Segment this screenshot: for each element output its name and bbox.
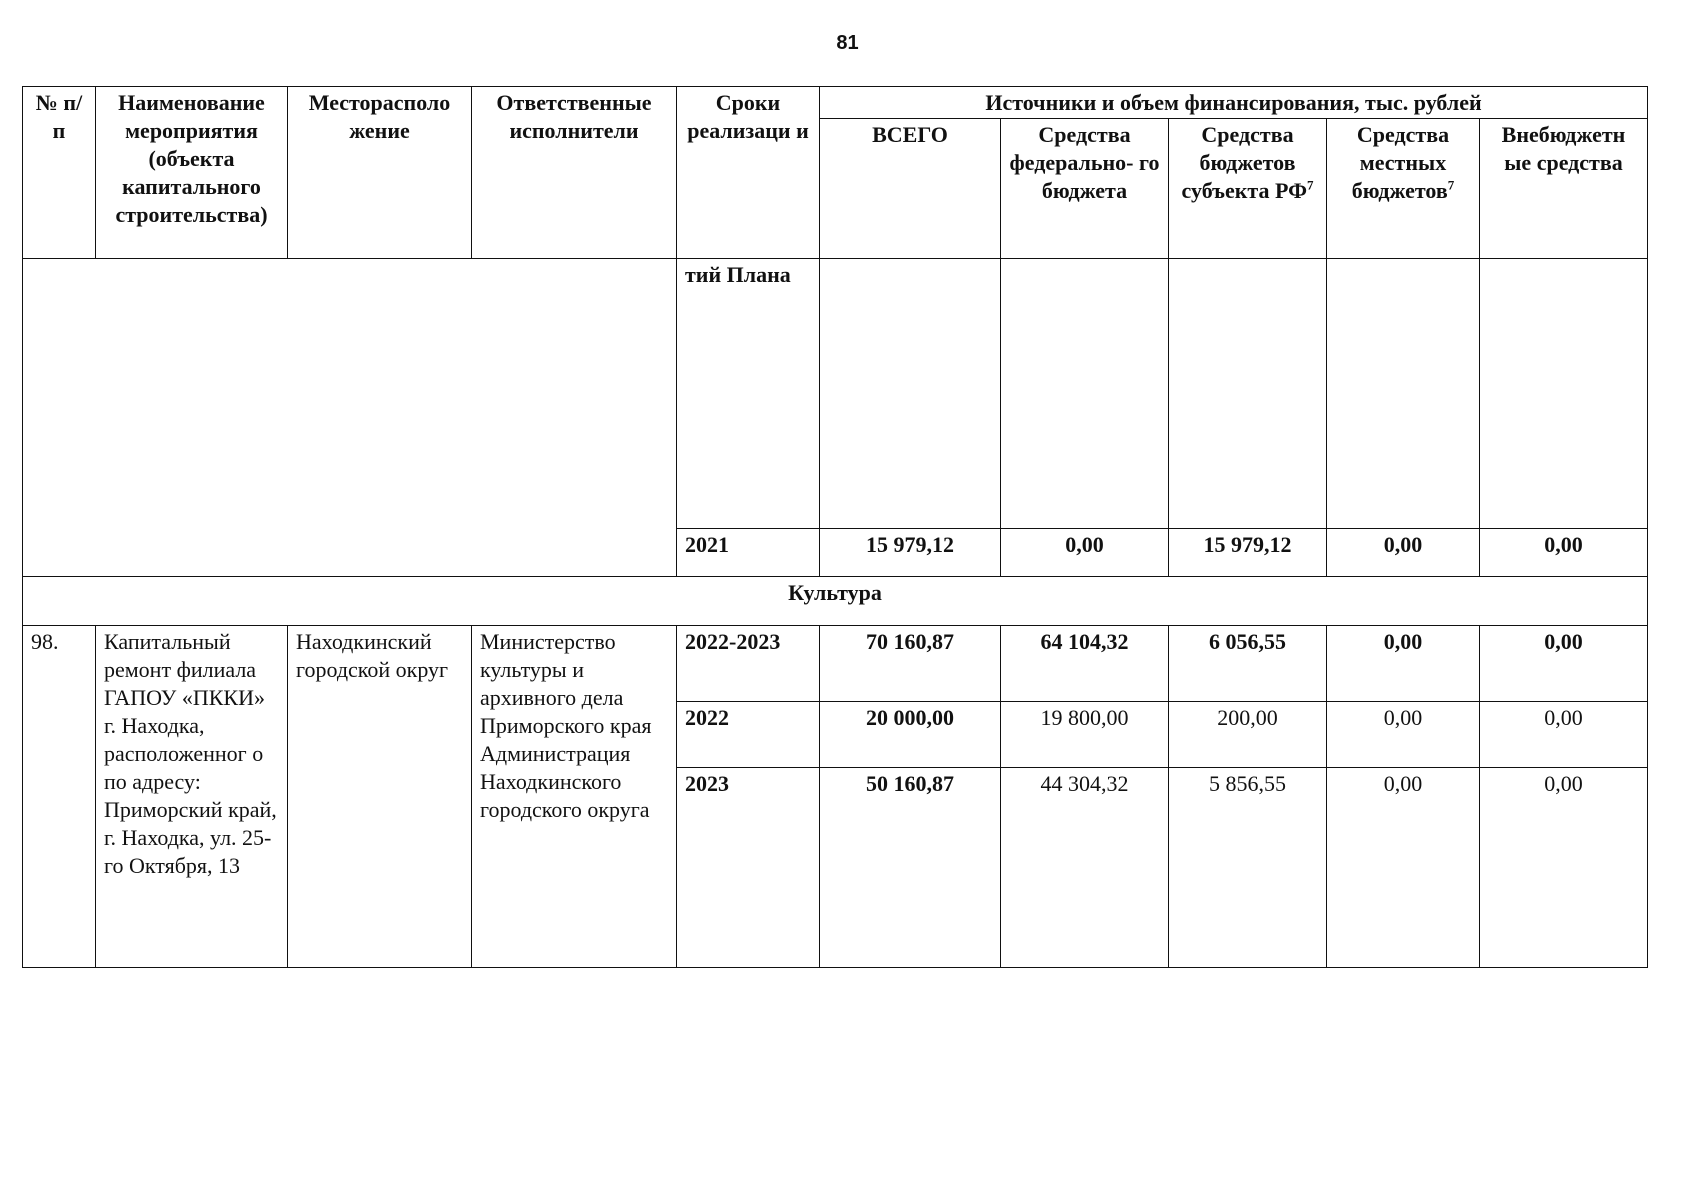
item-total: 20 000,00 [820, 702, 1001, 768]
row-2021-federal: 0,00 [1001, 529, 1169, 577]
item-num: 98. [23, 626, 96, 968]
row-2021-local: 0,00 [1327, 529, 1480, 577]
header-funding-group: Источники и объем финансирования, тыс. рублей [820, 87, 1648, 119]
header-subject [1169, 119, 1327, 259]
continuation-left-blank [23, 259, 677, 577]
header-extra: Внебюджетн ые средства [1480, 119, 1648, 259]
item-total: 50 160,87 [820, 768, 1001, 968]
row-2021-total: 15 979,12 [820, 529, 1001, 577]
item-period: 2022 [677, 702, 820, 768]
header-local [1327, 119, 1480, 259]
item-federal: 44 304,32 [1001, 768, 1169, 968]
item-location: Находкинский городской округ [288, 626, 472, 968]
item-extra: 0,00 [1480, 702, 1648, 768]
item-period: 2022-2023 [677, 626, 820, 702]
header-subject-footnote: 7 [1306, 177, 1314, 193]
continuation-local-blank [1327, 259, 1480, 529]
header-total: ВСЕГО [820, 119, 1001, 259]
continuation-extra-blank [1480, 259, 1648, 529]
continuation-federal-blank [1001, 259, 1169, 529]
item-local: 0,00 [1327, 702, 1480, 768]
item-responsible: Министерство культуры и архивного дела Приморского края Администрация Находкинского городского округа [472, 626, 677, 968]
item-period: 2023 [677, 768, 820, 968]
item-subject: 5 856,55 [1169, 768, 1327, 968]
row-2021-year: 2021 [677, 529, 820, 577]
row-2021-extra: 0,00 [1480, 529, 1648, 577]
item-total: 70 160,87 [820, 626, 1001, 702]
item-local: 0,00 [1327, 768, 1480, 968]
header-responsible: Ответственные исполнители [472, 87, 677, 259]
funding-table [22, 86, 1648, 968]
item-name: Капитальный ремонт филиала ГАПОУ «ПККИ» г. Находка, расположенног о по адресу: Приморский край, г. Находка, ул. 25-го Октября, 13 [96, 626, 288, 968]
header-federal: Средства федерально- го бюджета [1001, 119, 1169, 259]
item-extra: 0,00 [1480, 626, 1648, 702]
header-num: № п/п [23, 87, 96, 259]
section-row [23, 577, 1648, 626]
row-2021-subject: 15 979,12 [1169, 529, 1327, 577]
item-federal: 64 104,32 [1001, 626, 1169, 702]
header-subject-text: Средства бюджетов субъекта РФ [1181, 122, 1307, 203]
item-local: 0,00 [1327, 626, 1480, 702]
header-local-text: Средства местных бюджетов [1351, 122, 1450, 203]
header-local-footnote: 7 [1447, 177, 1455, 193]
section-title: Культура [23, 577, 1648, 626]
item-extra: 0,00 [1480, 768, 1648, 968]
item-federal: 19 800,00 [1001, 702, 1169, 768]
page-number: 81 [836, 32, 859, 54]
header-location: Месторасполо жение [288, 87, 472, 259]
item-subject: 6 056,55 [1169, 626, 1327, 702]
header-row-1 [23, 87, 1648, 119]
continuation-subject-blank [1169, 259, 1327, 529]
header-name: Наименование мероприятия (объекта капитального строительства) [96, 87, 288, 259]
continuation-terms: тий Плана [677, 259, 820, 529]
item-row-1 [23, 626, 1648, 702]
header-terms: Сроки реализаци и [677, 87, 820, 259]
continuation-total-blank [820, 259, 1001, 529]
continuation-row [23, 259, 1648, 529]
item-subject: 200,00 [1169, 702, 1327, 768]
